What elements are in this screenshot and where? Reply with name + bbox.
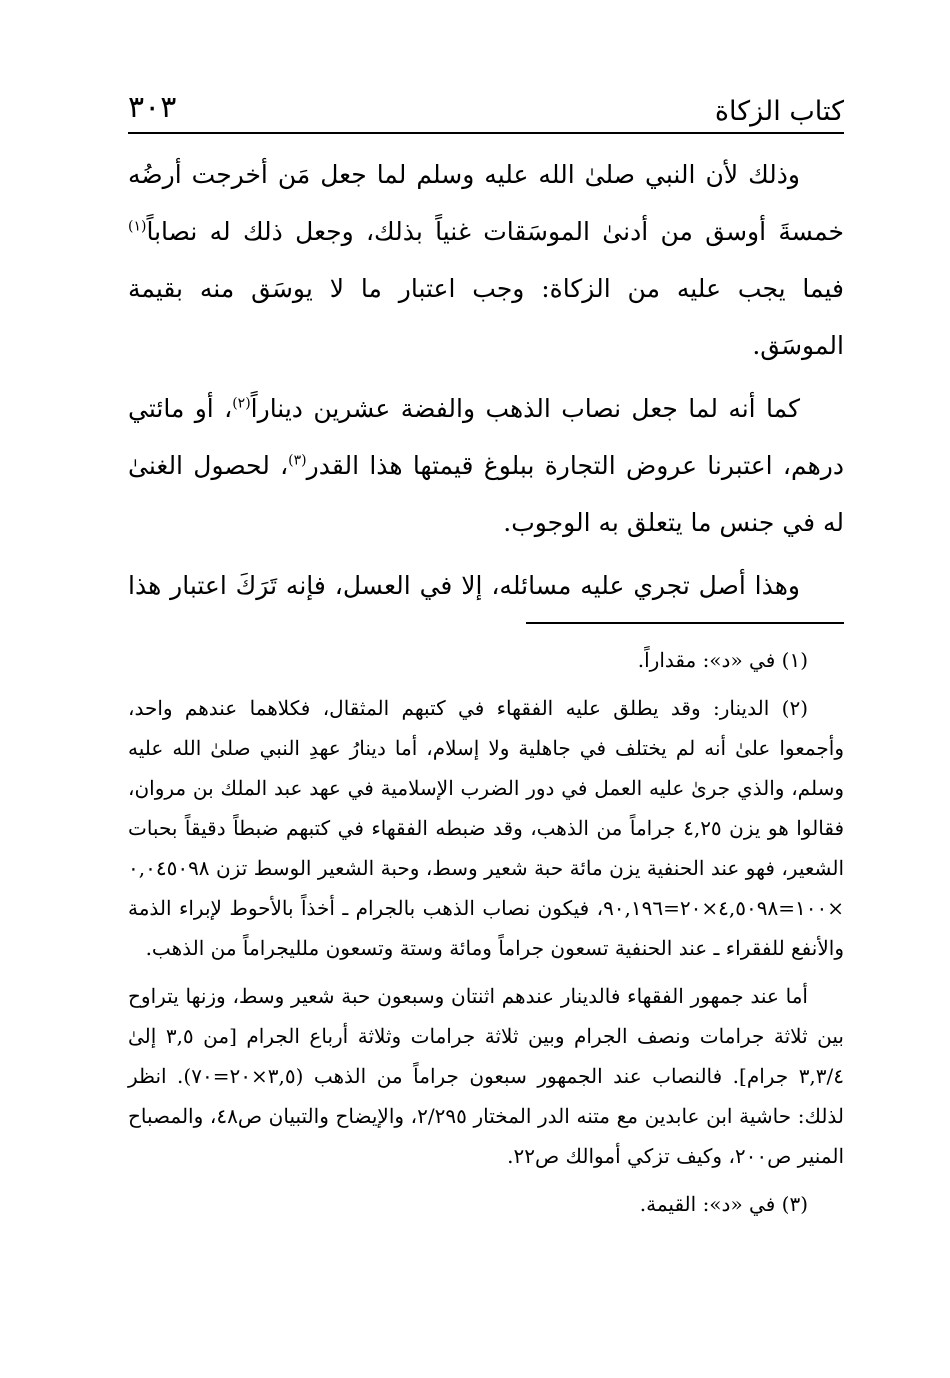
page-header <box>128 88 844 134</box>
text-run: ، أو مائتي درهم، اعتبرنا عروض التجارة ببلوغ قيمتها هذا القدر <box>128 394 845 480</box>
footnote-2: (٢) الدينار: وقد يطلق عليه الفقهاء في كتبهم المثقال، فكلاهما عندهم واحد، وأجمعوا علىٰ أنه لم يختلف في جاهلية ولا إسلام، أما دينارُ عهدِ النبي صلىٰ الله عليه وسلم، والذي جرىٰ عليه العمل في دور الضرب الإسلامية في عهد عبد الملك بن مروان، فقالوا هو يزن ٤,٢٥ جراماً من الذهب، وقد ضبطه الفقهاء في كتبهم ضبطاً دقيقاً بحبات الشعير، فهو عند الحنفية يزن مائة حبة شعير وسط، وحبة الشعير الوسط تزن ٠,٠٤٥٠٩٨ ×١٠٠=٤,٥٠٩٨×٢٠=٩٠,١٩٦، فيكون نصاب الذهب بالجرام ـ أخذاً بالأحوط لإبراء الذمة والأنفع للفقراء ـ عند الحنفية تسعون جراماً ومائة وستة وتسعون ملليجراماً من الذهب. <box>128 696 845 960</box>
main-text <box>128 146 844 614</box>
footnote-3: (٣) في «د»: القيمة. <box>639 1192 808 1216</box>
page-number: ٣٠٣ <box>128 90 177 125</box>
footnote-ref-3: (٣) <box>288 452 307 469</box>
running-title: كتاب الزكاة <box>714 96 844 127</box>
paragraph <box>128 557 844 614</box>
paragraph <box>128 146 844 374</box>
footnotes <box>128 640 844 1224</box>
footnote-1: (١) في «د»: مقداراً. <box>637 648 808 672</box>
text-run: وهذا أصل تجري عليه مسائله، إلا في العسل، فإنه تَرَكَ اعتبار هذا <box>128 571 800 600</box>
footnote-separator <box>526 622 844 624</box>
paragraph <box>128 380 844 551</box>
footnote-2-continued: أما عند جمهور الفقهاء فالدينار عندهم اثنتان وسبعون حبة شعير وسط، وزنها يتراوح بين ثلاثة جرامات ونصف الجرام وبين ثلاثة جرامات وثلاثة أرباع الجرام [من ٣,٥ إلىٰ ٣,٣/٤ جرام]. فالنصاب عند الجمهور سبعون جراماً من الذهب (٣,٥×٢٠=٧٠). انظر لذلك: حاشية ابن عابدين مع متنه الدر المختار ٢/٢٩٥، والإيضاح والتبيان ص٤٨، والمصباح المنير ص٢٠٠، وكيف تزكي أموالك ص٢٢. <box>128 984 845 1168</box>
footnote-ref-2: (٢) <box>232 395 251 412</box>
book-page <box>128 88 844 1232</box>
text-run: ، لحصول الغنىٰ له في جنس ما يتعلق به الوجوب. <box>128 451 844 537</box>
text-run: وذلك لأن النبي صلىٰ الله عليه وسلم لما جعل مَن أخرجت أرضُه خمسةَ أوسق من أدنىٰ الموسَقات غنياً بذلك، وجعل ذلك له نصاباً <box>128 160 844 246</box>
text-run: كما أنه لما جعل نصاب الذهب والفضة عشرين ديناراً <box>250 394 800 423</box>
text-run: فيما يجب عليه من الزكاة: وجب اعتبار ما لا يوسَق منه بقيمة الموسَق. <box>128 274 845 360</box>
footnote-ref-1: (١) <box>128 218 147 235</box>
